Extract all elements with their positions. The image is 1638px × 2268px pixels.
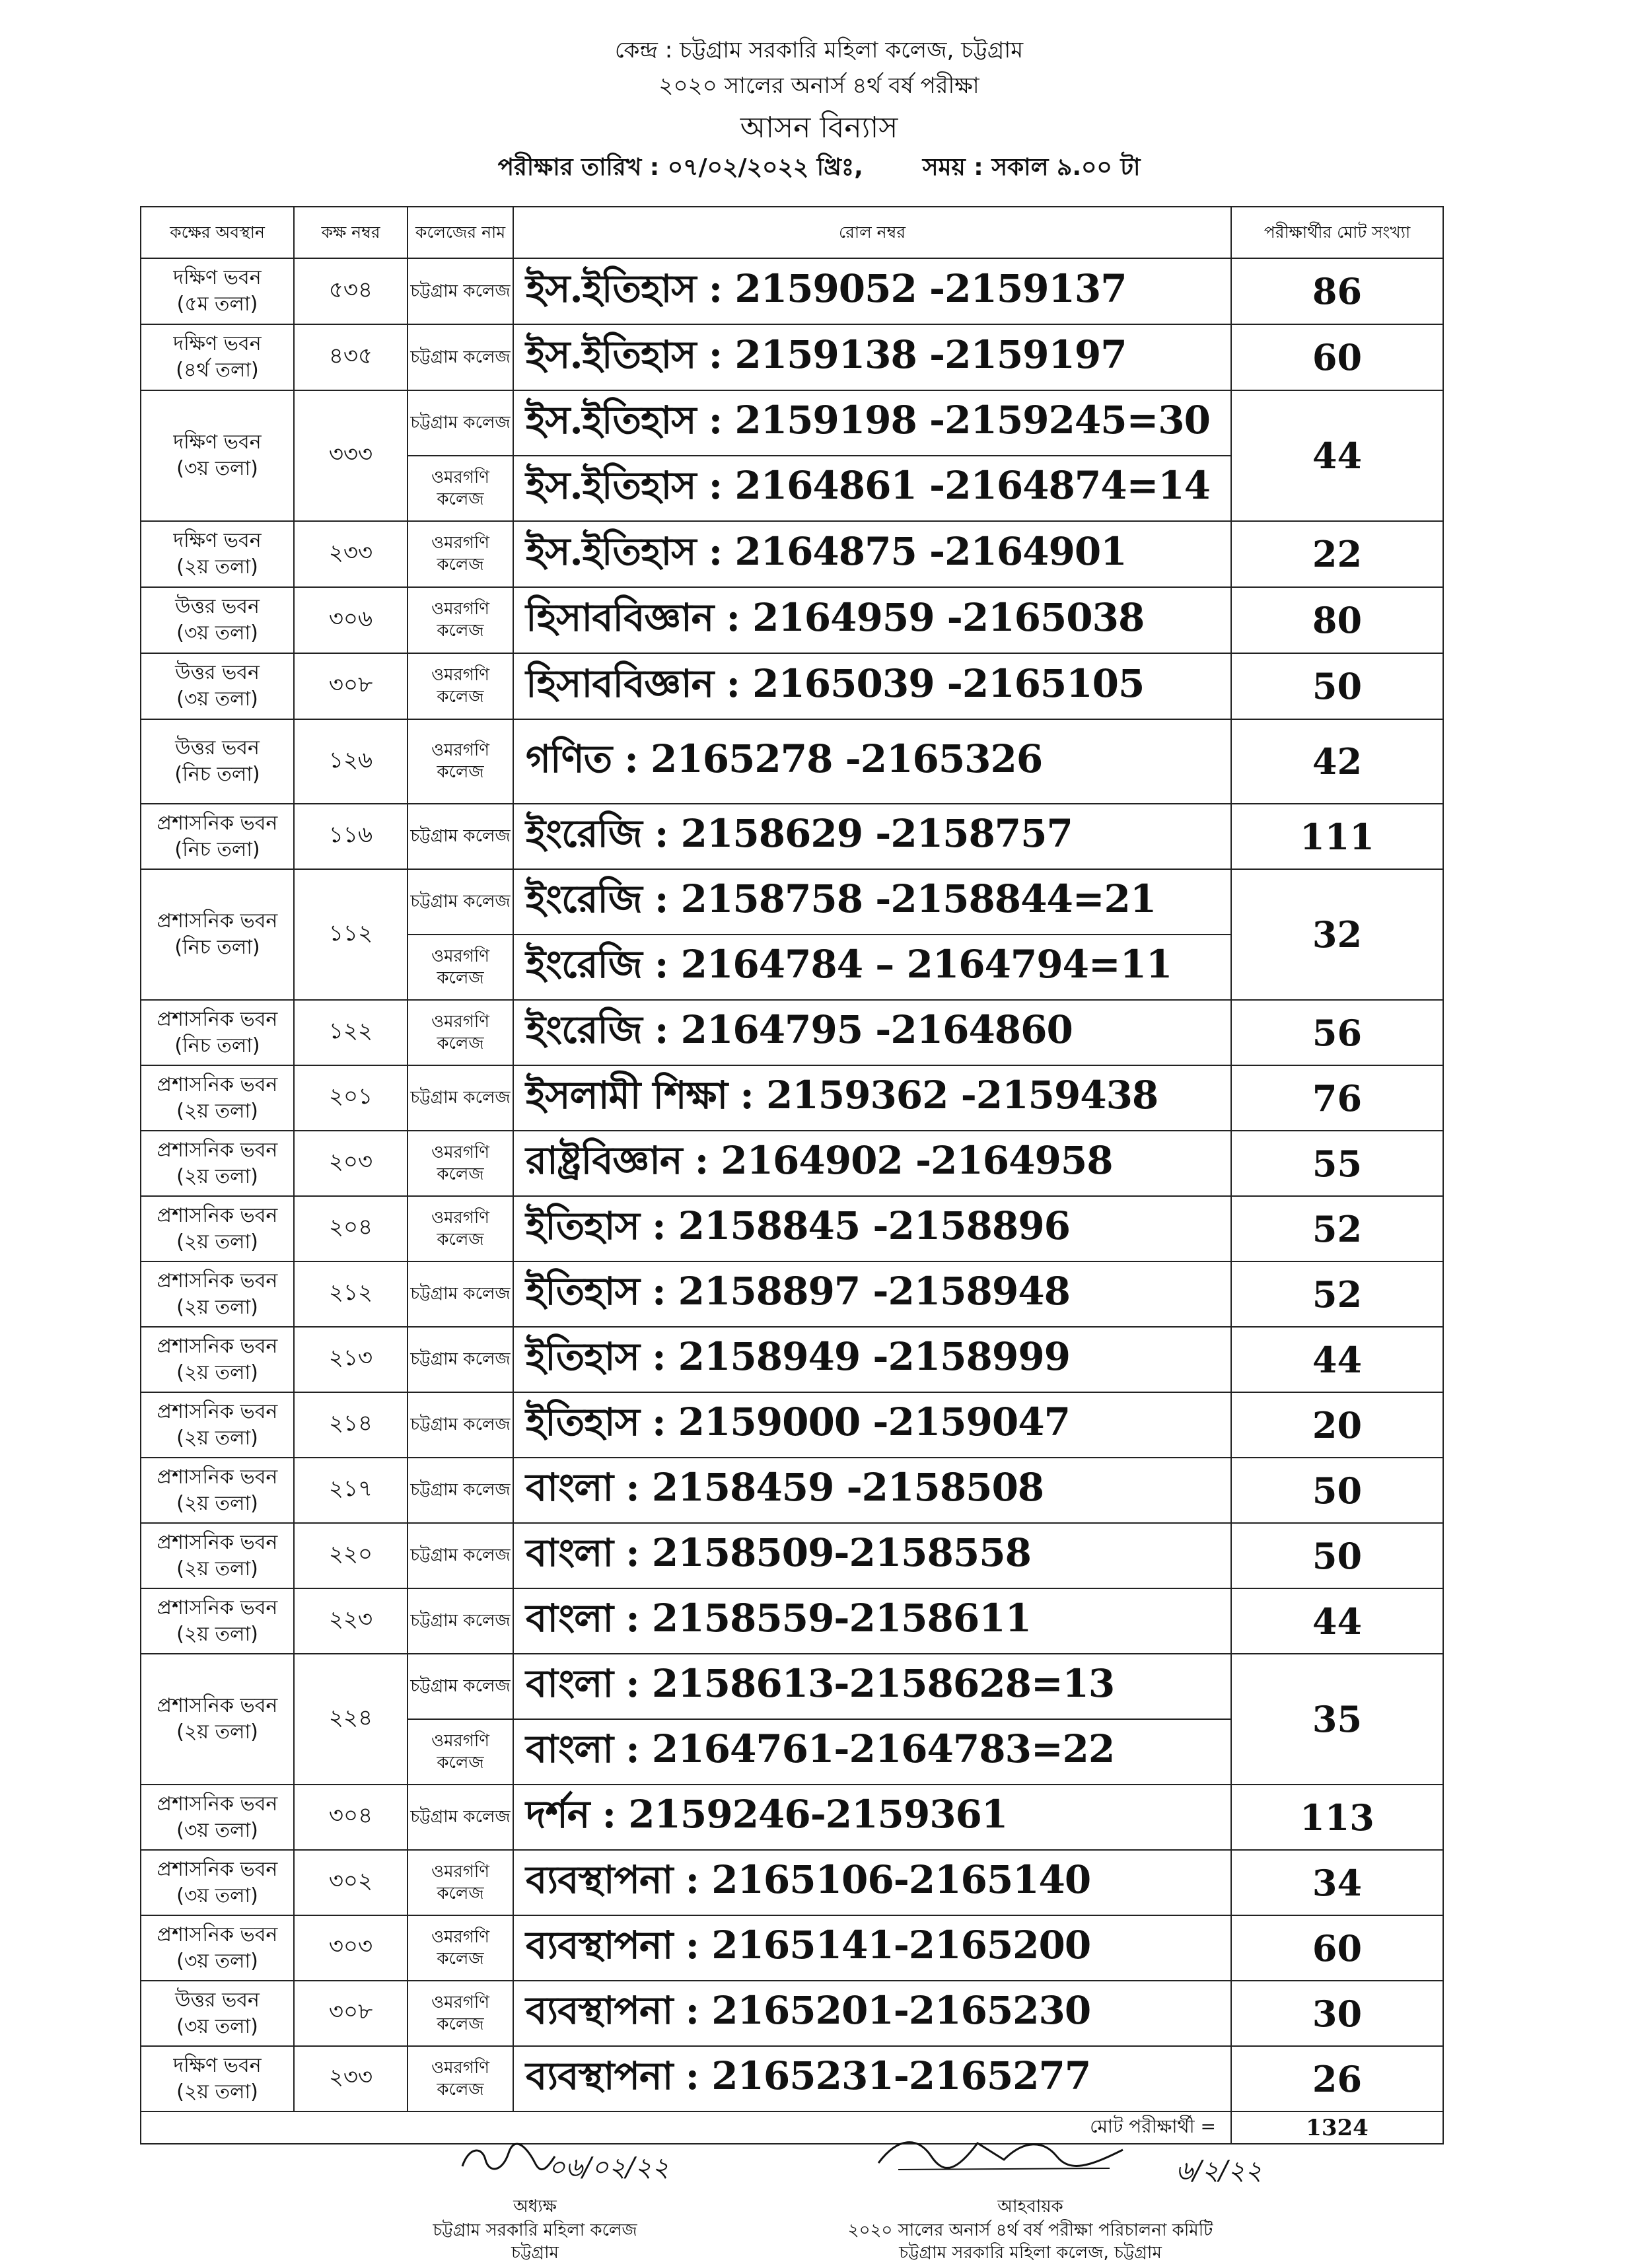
- location-cell: প্রশাসনিক ভবন (২য় তলা): [141, 1588, 294, 1654]
- total-cell: 76: [1231, 1065, 1443, 1131]
- roll-cell: ইস.ইতিহাস : 2164875 -2164901: [513, 521, 1231, 587]
- total-cell: 56: [1231, 1000, 1443, 1065]
- college-cell: চট্টগ্রাম কলেজ: [408, 1327, 513, 1392]
- college-cell: চট্টগ্রাম কলেজ: [408, 1392, 513, 1458]
- college-cell: ওমরগণি কলেজ: [408, 1850, 513, 1915]
- total-cell: 113: [1231, 1785, 1443, 1850]
- location-cell: উত্তর ভবন (৩য় তলা): [141, 587, 294, 653]
- table-row: [141, 1850, 1443, 1915]
- room-cell: ২০১: [294, 1065, 408, 1131]
- roll-cell: ইতিহাস : 2158897 -2158948: [513, 1261, 1231, 1327]
- principal-title: অধ্যক্ষ: [513, 2197, 557, 2216]
- college-cell: ওমরগণি কলেজ: [408, 2046, 513, 2111]
- location-cell: প্রশাসনিক ভবন (২য় তলা): [141, 1131, 294, 1196]
- room-cell: ২১৪: [294, 1392, 408, 1458]
- table-row: [141, 258, 1443, 324]
- total-cell: 50: [1231, 653, 1443, 719]
- table-body: [141, 258, 1443, 2144]
- total-cell: 60: [1231, 324, 1443, 390]
- exam-date-time: [0, 149, 1638, 189]
- table-row: [141, 587, 1443, 653]
- grand-total-label: মোট পরীক্ষার্থী =: [141, 2111, 1231, 2144]
- header-total: পরীক্ষার্থীর মোট সংখ্যা: [1231, 207, 1443, 258]
- room-cell: ২০৪: [294, 1196, 408, 1261]
- location-cell: প্রশাসনিক ভবন (২য় তলা): [141, 1065, 294, 1131]
- total-cell: 86: [1231, 258, 1443, 324]
- location-cell: প্রশাসনিক ভবন (২য় তলা): [141, 1523, 294, 1588]
- room-cell: ৩০৬: [294, 587, 408, 653]
- college-cell: চট্টগ্রাম কলেজ: [408, 1654, 513, 1719]
- college-cell: ওমরগণি কলেজ: [408, 521, 513, 587]
- room-cell: ১১৬: [294, 804, 408, 869]
- roll-cell: ব্যবস্থাপনা : 2165231-2165277: [513, 2046, 1231, 2111]
- convenor-sign-date: ৬/২/২২: [1176, 2156, 1262, 2186]
- college-cell: ওমরগণি কলেজ: [408, 587, 513, 653]
- location-cell: উত্তর ভবন (৩য় তলা): [141, 653, 294, 719]
- roll-cell: গণিত : 2165278 -2165326: [513, 719, 1231, 804]
- table-row: [141, 1261, 1443, 1327]
- college-cell: ওমরগণি কলেজ: [408, 1196, 513, 1261]
- room-cell: ৩০২: [294, 1850, 408, 1915]
- table-row: [141, 1392, 1443, 1458]
- roll-cell: বাংলা : 2158509-2158558: [513, 1523, 1231, 1588]
- table-row: [141, 324, 1443, 390]
- location-cell: প্রশাসনিক ভবন (২য় তলা): [141, 1327, 294, 1392]
- roll-cell: ব্যবস্থাপনা : 2165106-2165140: [513, 1850, 1231, 1915]
- roll-cell: ইংরেজি : 2158758 -2158844=21: [513, 869, 1231, 935]
- college-cell: ওমরগণি কলেজ: [408, 1915, 513, 1981]
- college-cell: চট্টগ্রাম কলেজ: [408, 1261, 513, 1327]
- total-cell: 42: [1231, 719, 1443, 804]
- total-cell: 111: [1231, 804, 1443, 869]
- location-cell: প্রশাসনিক ভবন (নিচ তলা): [141, 869, 294, 1000]
- college-cell: ওমরগণি কলেজ: [408, 1719, 513, 1785]
- table-row: [141, 1327, 1443, 1392]
- principal-city: চট্টগ্রাম: [511, 2243, 559, 2263]
- roll-cell: ইতিহাস : 2158949 -2158999: [513, 1327, 1231, 1392]
- table-row: [141, 390, 1443, 456]
- location-cell: প্রশাসনিক ভবন (২য় তলা): [141, 1654, 294, 1785]
- exam-time: সময় : সকাল ৯.০০ টা: [922, 154, 1141, 181]
- total-cell: 34: [1231, 1850, 1443, 1915]
- college-cell: চট্টগ্রাম কলেজ: [408, 1458, 513, 1523]
- location-cell: প্রশাসনিক ভবন (২য় তলা): [141, 1392, 294, 1458]
- college-cell: ওমরগণি কলেজ: [408, 653, 513, 719]
- location-cell: দক্ষিণ ভবন (২য় তলা): [141, 521, 294, 587]
- table-row: [141, 1000, 1443, 1065]
- principal-org: চট্টগ্রাম সরকারি মহিলা কলেজ: [433, 2220, 637, 2240]
- college-cell: চট্টগ্রাম কলেজ: [408, 258, 513, 324]
- exam-heading: ২০২০ সালের অনার্স ৪র্থ বর্ষ পরীক্ষা: [659, 73, 979, 99]
- college-cell: চট্টগ্রাম কলেজ: [408, 390, 513, 456]
- table-row: [141, 1131, 1443, 1196]
- room-cell: ১১২: [294, 869, 408, 1000]
- room-cell: ২২৩: [294, 1588, 408, 1654]
- room-cell: ১২২: [294, 1000, 408, 1065]
- location-cell: প্রশাসনিক ভবন (২য় তলা): [141, 1196, 294, 1261]
- total-cell: 22: [1231, 521, 1443, 587]
- total-cell: 32: [1231, 869, 1443, 1000]
- room-cell: ২৩৩: [294, 521, 408, 587]
- room-cell: ২২০: [294, 1523, 408, 1588]
- total-cell: 52: [1231, 1261, 1443, 1327]
- roll-cell: ইতিহাস : 2158845 -2158896: [513, 1196, 1231, 1261]
- location-cell: প্রশাসনিক ভবন (৩য় তলা): [141, 1785, 294, 1850]
- roll-cell: ব্যবস্থাপনা : 2165141-2165200: [513, 1915, 1231, 1981]
- roll-cell: দর্শন : 2159246-2159361: [513, 1785, 1231, 1850]
- total-cell: 60: [1231, 1915, 1443, 1981]
- header-roll: রোল নম্বর: [513, 207, 1231, 258]
- room-cell: ২১৩: [294, 1327, 408, 1392]
- location-cell: দক্ষিণ ভবন (৫ম তলা): [141, 258, 294, 324]
- location-cell: দক্ষিণ ভবন (২য় তলা): [141, 2046, 294, 2111]
- location-cell: উত্তর ভবন (৩য় তলা): [141, 1981, 294, 2046]
- college-cell: চট্টগ্রাম কলেজ: [408, 324, 513, 390]
- roll-cell: বাংলা : 2164761-2164783=22: [513, 1719, 1231, 1785]
- roll-cell: হিসাববিজ্ঞান : 2164959 -2165038: [513, 587, 1231, 653]
- location-cell: প্রশাসনিক ভবন (৩য় তলা): [141, 1850, 294, 1915]
- total-cell: 44: [1231, 1327, 1443, 1392]
- total-cell: 35: [1231, 1654, 1443, 1785]
- room-cell: ৩০৮: [294, 653, 408, 719]
- roll-cell: ইস.ইতিহাস : 2159052 -2159137: [513, 258, 1231, 324]
- total-cell: 50: [1231, 1458, 1443, 1523]
- convenor-city: চট্টগ্রাম সরকারি মহিলা কলেজ, চট্টগ্রাম: [899, 2243, 1162, 2263]
- table-row: [141, 1785, 1443, 1850]
- principal-signature-mark: [456, 2140, 561, 2179]
- table-row: [141, 521, 1443, 587]
- header-location: কক্ষের অবস্থান: [141, 207, 294, 258]
- college-cell: ওমরগণি কলেজ: [408, 1131, 513, 1196]
- roll-cell: বাংলা : 2158459 -2158508: [513, 1458, 1231, 1523]
- location-cell: প্রশাসনিক ভবন (২য় তলা): [141, 1261, 294, 1327]
- location-cell: দক্ষিণ ভবন (৪র্থ তলা): [141, 324, 294, 390]
- roll-cell: ইস.ইতিহাস : 2164861 -2164874=14: [513, 456, 1231, 521]
- college-cell: চট্টগ্রাম কলেজ: [408, 869, 513, 935]
- room-cell: ৩০৩: [294, 1915, 408, 1981]
- college-cell: ওমরগণি কলেজ: [408, 935, 513, 1000]
- total-cell: 50: [1231, 1523, 1443, 1588]
- college-cell: ওমরগণি কলেজ: [408, 456, 513, 521]
- convenor-org: ২০২০ সালের অনার্স ৪র্থ বর্ষ পরীক্ষা পরিচালনা কমিটি: [847, 2220, 1213, 2240]
- location-cell: প্রশাসনিক ভবন (নিচ তলা): [141, 804, 294, 869]
- room-cell: ৪৩৫: [294, 324, 408, 390]
- roll-cell: ইংরেজি : 2158629 -2158757: [513, 804, 1231, 869]
- total-cell: 20: [1231, 1392, 1443, 1458]
- total-cell: 52: [1231, 1196, 1443, 1261]
- roll-cell: ইস.ইতিহাস : 2159198 -2159245=30: [513, 390, 1231, 456]
- room-cell: ৩০৪: [294, 1785, 408, 1850]
- table-row: [141, 1523, 1443, 1588]
- room-cell: ৫৩৪: [294, 258, 408, 324]
- roll-cell: ইংরেজি : 2164795 -2164860: [513, 1000, 1231, 1065]
- convenor-title: আহবায়ক: [997, 2197, 1063, 2216]
- roll-cell: ইতিহাস : 2159000 -2159047: [513, 1392, 1231, 1458]
- table-row: [141, 1458, 1443, 1523]
- roll-cell: ইংরেজি : 2164784 – 2164794=11: [513, 935, 1231, 1000]
- seat-plan-title: আসন বিন্যাস: [740, 111, 898, 145]
- college-cell: চট্টগ্রাম কলেজ: [408, 1523, 513, 1588]
- convenor-signature-mark: [872, 2130, 1136, 2183]
- college-cell: ওমরগণি কলেজ: [408, 719, 513, 804]
- table-row: [141, 1981, 1443, 2046]
- table-row: [141, 1065, 1443, 1131]
- roll-cell: ইস.ইতিহাস : 2159138 -2159197: [513, 324, 1231, 390]
- seat-plan-table: [140, 206, 1444, 2144]
- college-cell: ওমরগণি কলেজ: [408, 1981, 513, 2046]
- room-cell: ১২৬: [294, 719, 408, 804]
- location-cell: উত্তর ভবন (নিচ তলা): [141, 719, 294, 804]
- table-row: [141, 804, 1443, 869]
- table-row: [141, 1915, 1443, 1981]
- college-cell: চট্টগ্রাম কলেজ: [408, 1065, 513, 1131]
- total-cell: 55: [1231, 1131, 1443, 1196]
- roll-cell: হিসাববিজ্ঞান : 2165039 -2165105: [513, 653, 1231, 719]
- location-cell: দক্ষিণ ভবন (৩য় তলা): [141, 390, 294, 521]
- total-cell: 44: [1231, 390, 1443, 521]
- roll-cell: ব্যবস্থাপনা : 2165201-2165230: [513, 1981, 1231, 2046]
- room-cell: ৩০৮: [294, 1981, 408, 2046]
- total-cell: 80: [1231, 587, 1443, 653]
- location-cell: প্রশাসনিক ভবন (৩য় তলা): [141, 1915, 294, 1981]
- room-cell: ৩৩৩: [294, 390, 408, 521]
- exam-date: পরীক্ষার তারিখ : ০৭/০২/২০২২ খ্রিঃ,: [497, 154, 863, 181]
- room-cell: ২১৭: [294, 1458, 408, 1523]
- college-cell: ওমরগণি কলেজ: [408, 1000, 513, 1065]
- center-heading: কেন্দ্র : চট্টগ্রাম সরকারি মহিলা কলেজ, চট্টগ্রাম: [614, 37, 1024, 63]
- roll-cell: ইসলামী শিক্ষা : 2159362 -2159438: [513, 1065, 1231, 1131]
- table-row: [141, 1588, 1443, 1654]
- table-row: [141, 1654, 1443, 1719]
- location-cell: প্রশাসনিক ভবন (২য় তলা): [141, 1458, 294, 1523]
- table-row: [141, 2046, 1443, 2111]
- college-cell: চট্টগ্রাম কলেজ: [408, 804, 513, 869]
- table-row: [141, 653, 1443, 719]
- header-room: কক্ষ নম্বর: [294, 207, 408, 258]
- table-row: [141, 719, 1443, 804]
- total-cell: 30: [1231, 1981, 1443, 2046]
- table-row: [141, 1196, 1443, 1261]
- table-header-row: [141, 207, 1443, 258]
- college-cell: চট্টগ্রাম কলেজ: [408, 1785, 513, 1850]
- roll-cell: বাংলা : 2158559-2158611: [513, 1588, 1231, 1654]
- room-cell: ২০৩: [294, 1131, 408, 1196]
- grand-total-row: [141, 2111, 1443, 2144]
- room-cell: ২২৪: [294, 1654, 408, 1785]
- room-cell: ২৩৩: [294, 2046, 408, 2111]
- table-row: [141, 869, 1443, 935]
- location-cell: প্রশাসনিক ভবন (নিচ তলা): [141, 1000, 294, 1065]
- header-college: কলেজের নাম: [408, 207, 513, 258]
- grand-total-value: 1324: [1231, 2111, 1443, 2144]
- total-cell: 44: [1231, 1588, 1443, 1654]
- college-cell: চট্টগ্রাম কলেজ: [408, 1588, 513, 1654]
- roll-cell: রাষ্ট্রবিজ্ঞান : 2164902 -2164958: [513, 1131, 1231, 1196]
- principal-sign-date: ০৬/০২/২২: [548, 2152, 669, 2183]
- total-cell: 26: [1231, 2046, 1443, 2111]
- roll-cell: বাংলা : 2158613-2158628=13: [513, 1654, 1231, 1719]
- room-cell: ২১২: [294, 1261, 408, 1327]
